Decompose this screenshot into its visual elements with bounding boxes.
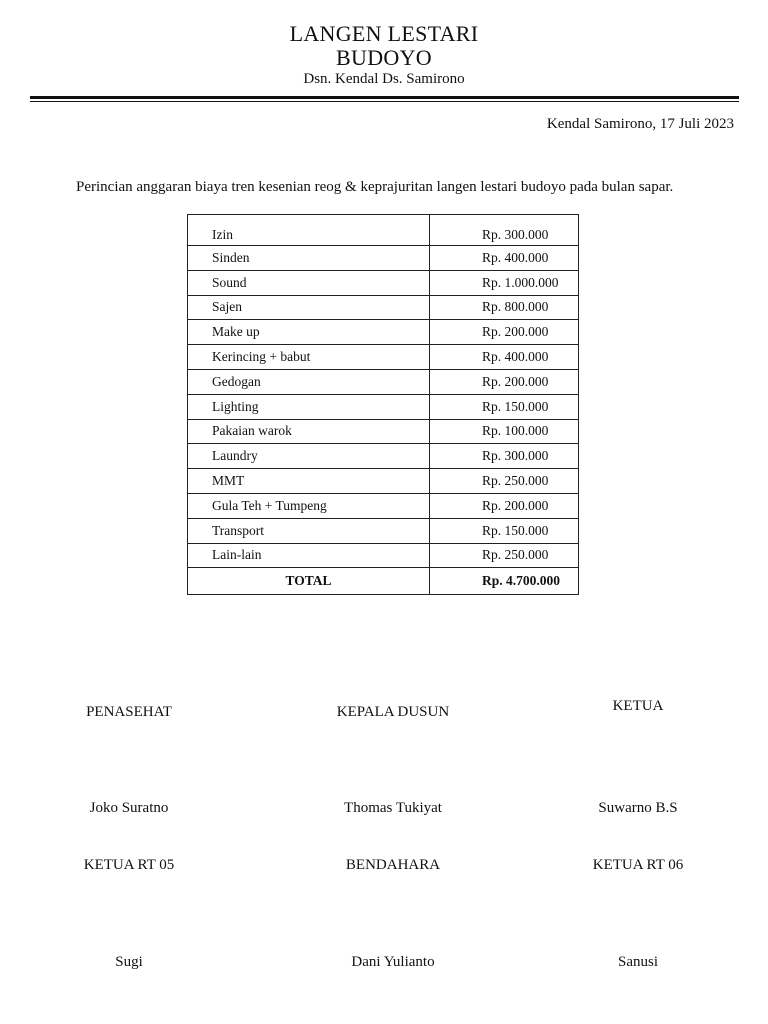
letterhead-rule-thick [30, 96, 739, 99]
budget-cost: Rp. 300.000 [430, 444, 579, 469]
budget-row [188, 295, 579, 320]
budget-cost: Rp. 400.000 [430, 246, 579, 271]
signature-role-ketua: KETUA [612, 698, 664, 714]
letter-date: Kendal Samirono, 17 Juli 2023 [546, 116, 734, 132]
budget-item: Kerincing + babut [188, 345, 430, 370]
budget-cost: Rp. 1.000.000 [430, 270, 579, 295]
budget-cost: Rp. 200.000 [430, 493, 579, 518]
org-name-line2: BUDOYO [336, 45, 432, 70]
signature-name-penasehat: Joko Suratno [89, 800, 169, 816]
budget-row [188, 369, 579, 394]
letterhead-rule-thin [30, 101, 739, 102]
budget-item: Izin [188, 215, 430, 246]
budget-item: Laundry [188, 444, 430, 469]
budget-item: MMT [188, 469, 430, 494]
budget-row [188, 444, 579, 469]
budget-row [188, 518, 579, 543]
signature-name-bendahara: Dani Yulianto [351, 954, 435, 970]
intro-paragraph: Perincian anggaran biaya tren kesenian reog & keprajuritan langen lestari budoyo pada bulan sapar. [76, 179, 674, 195]
signature-name-kepala-dusun: Thomas Tukiyat [344, 800, 442, 816]
budget-row [188, 469, 579, 494]
budget-cost: Rp. 400.000 [430, 345, 579, 370]
budget-item: Gula Teh + Tumpeng [188, 493, 430, 518]
signature-role-ketua-rt06: KETUA RT 06 [592, 857, 684, 873]
budget-item: Sinden [188, 246, 430, 271]
org-address: Dsn. Kendal Ds. Samirono [303, 71, 465, 87]
budget-cost: Rp. 200.000 [430, 369, 579, 394]
budget-row [188, 270, 579, 295]
budget-item: Pakaian warok [188, 419, 430, 444]
budget-cost: Rp. 300.000 [430, 215, 579, 246]
signature-role-penasehat: PENASEHAT [86, 704, 172, 720]
budget-cost: Rp. 200.000 [430, 320, 579, 345]
budget-table [187, 214, 579, 595]
budget-item: Lain-lain [188, 543, 430, 568]
signature-role-ketua-rt05: KETUA RT 05 [83, 857, 175, 873]
org-name-line1: LANGEN LESTARI [289, 21, 479, 46]
budget-cost: Rp. 800.000 [430, 295, 579, 320]
budget-cost: Rp. 250.000 [430, 469, 579, 494]
budget-item: Transport [188, 518, 430, 543]
budget-item: Lighting [188, 394, 430, 419]
total-value: Rp. 4.700.000 [430, 568, 579, 595]
budget-row [188, 215, 579, 246]
budget-row [188, 493, 579, 518]
budget-total-row [188, 568, 579, 595]
budget-item: Sajen [188, 295, 430, 320]
budget-row [188, 246, 579, 271]
budget-item: Gedogan [188, 369, 430, 394]
budget-row [188, 419, 579, 444]
signature-role-bendahara: BENDAHARA [345, 857, 441, 873]
budget-cost: Rp. 150.000 [430, 394, 579, 419]
budget-row [188, 320, 579, 345]
budget-row [188, 345, 579, 370]
budget-cost: Rp. 150.000 [430, 518, 579, 543]
signature-name-ketua: Suwarno B.S [598, 800, 678, 816]
budget-cost: Rp. 250.000 [430, 543, 579, 568]
budget-row [188, 394, 579, 419]
budget-item: Sound [188, 270, 430, 295]
budget-row [188, 543, 579, 568]
signature-name-ketua-rt05: Sugi [115, 954, 143, 970]
budget-cost: Rp. 100.000 [430, 419, 579, 444]
signature-role-kepala-dusun: KEPALA DUSUN [336, 704, 450, 720]
budget-item: Make up [188, 320, 430, 345]
signature-name-ketua-rt06: Sanusi [617, 954, 658, 970]
total-label: TOTAL [188, 568, 430, 595]
